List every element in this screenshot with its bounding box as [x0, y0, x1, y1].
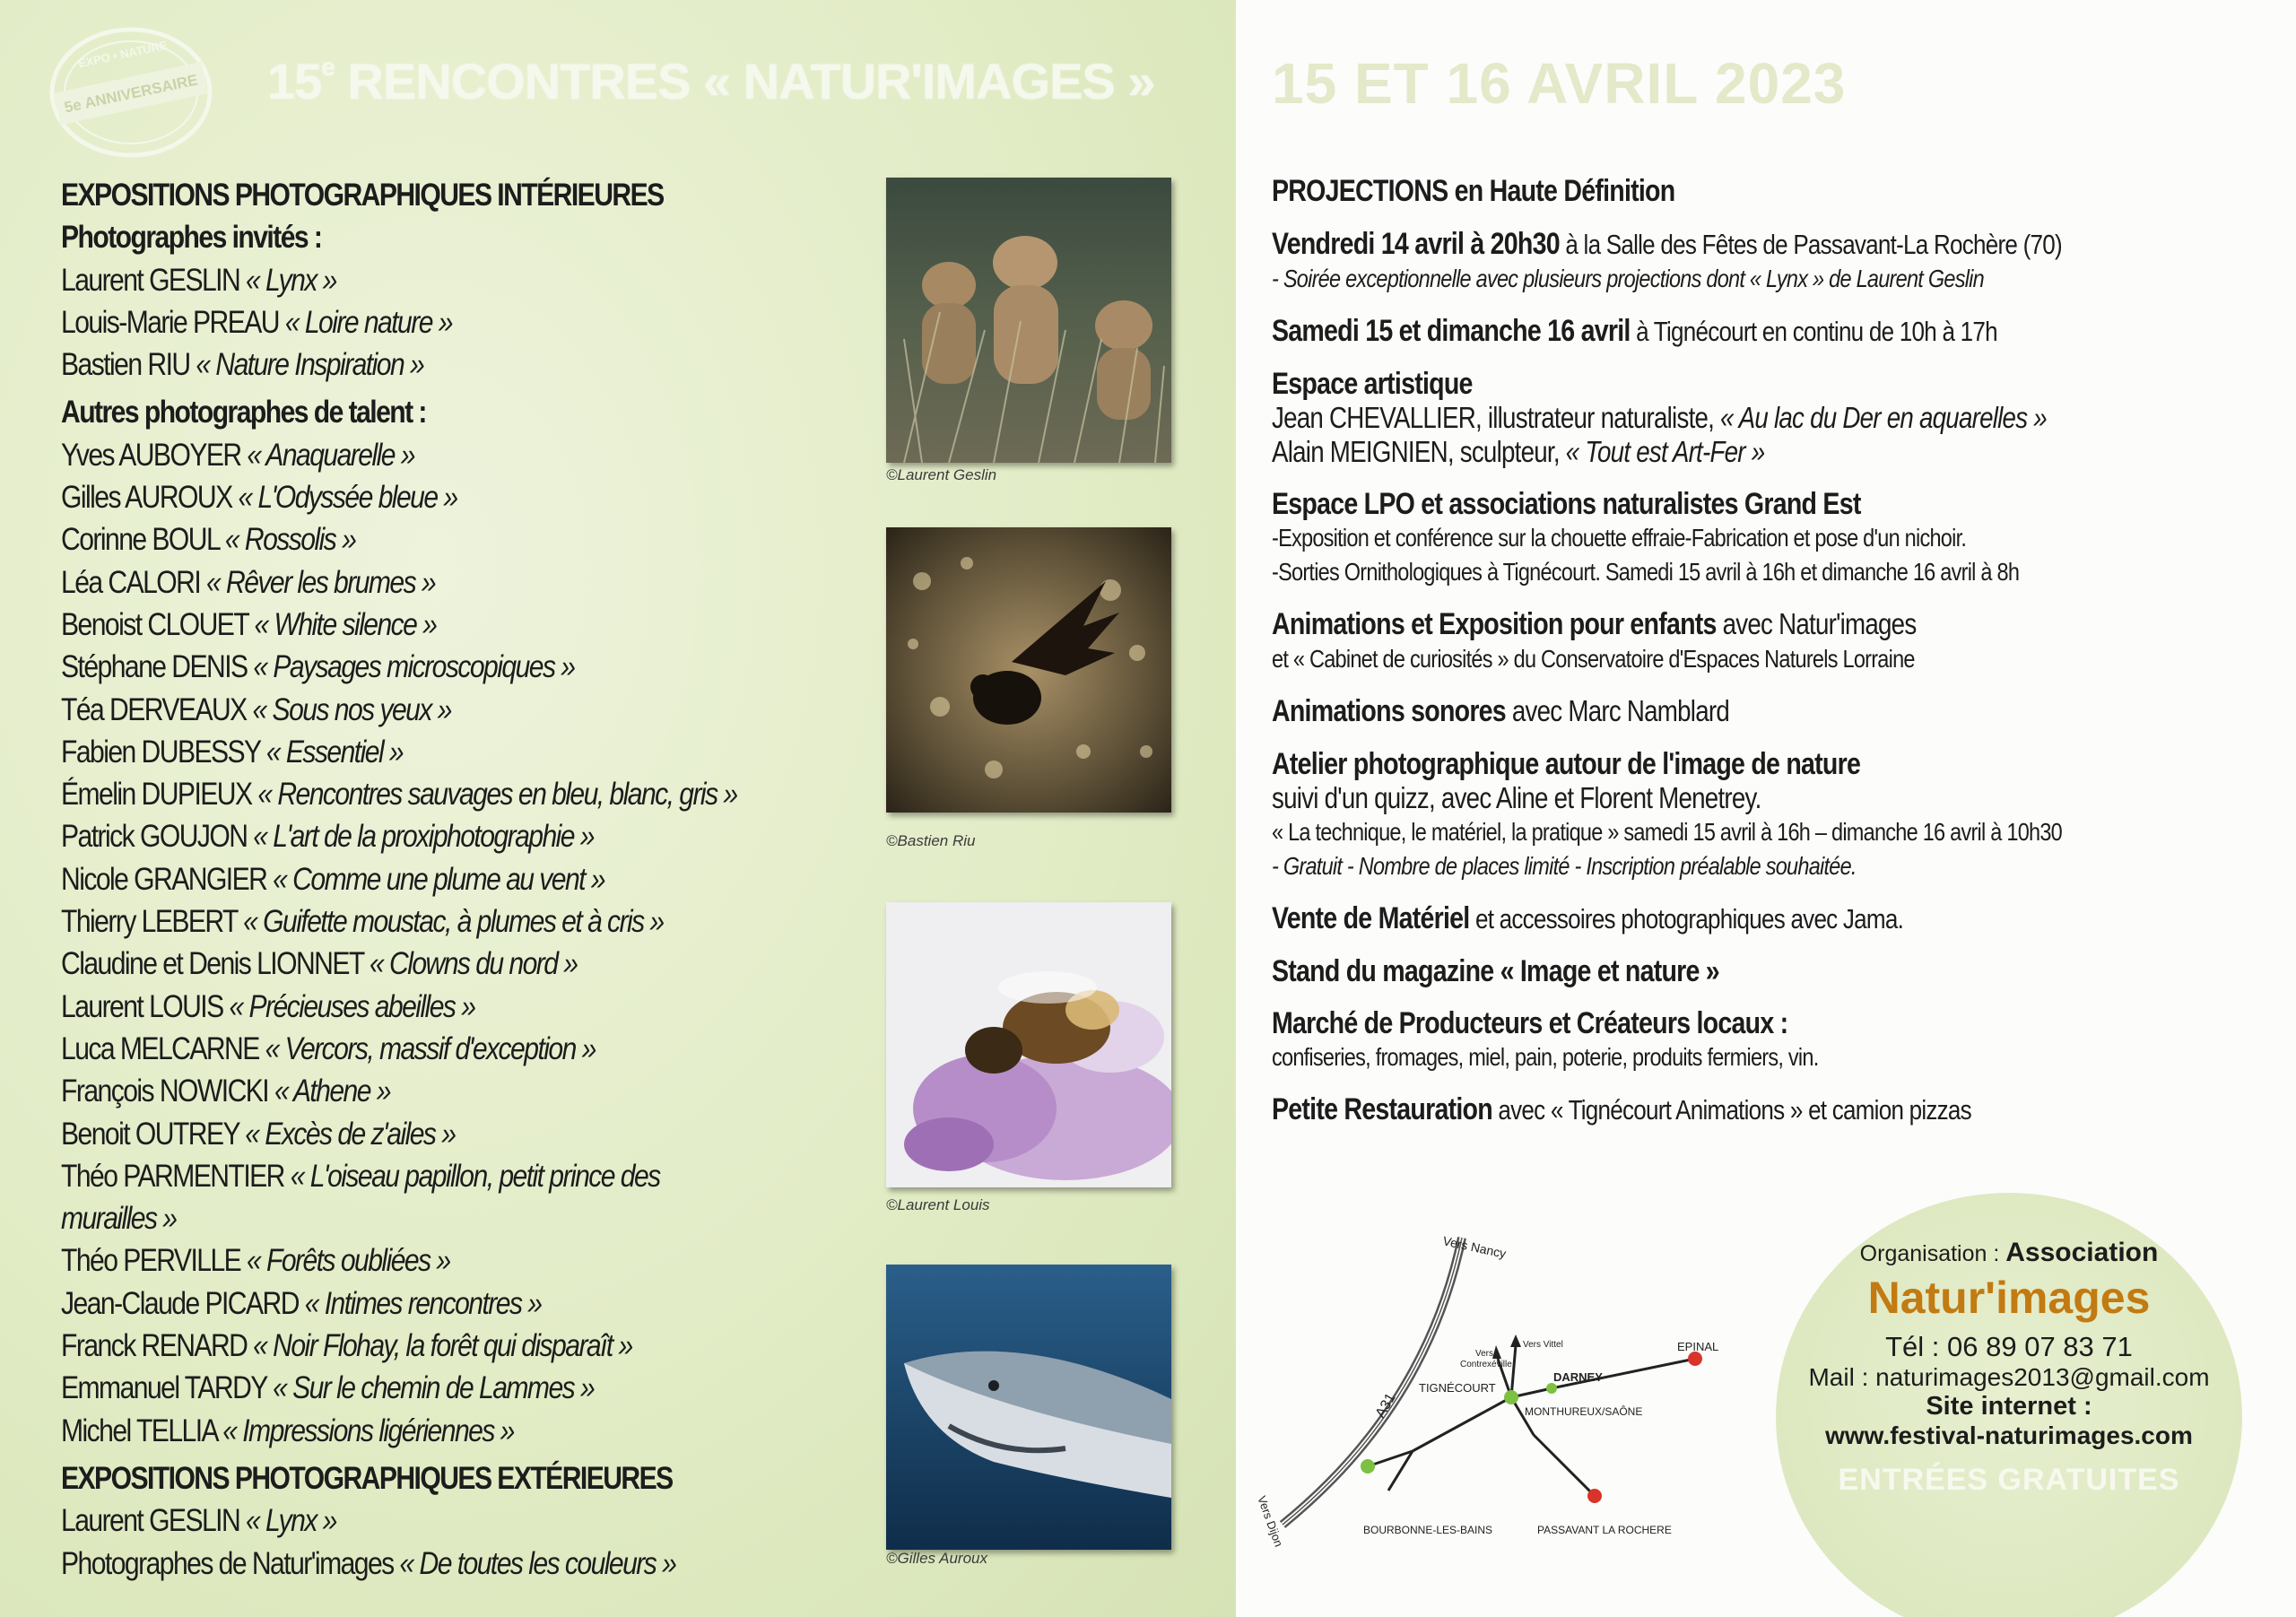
guests-heading: Photographes invités :: [61, 220, 322, 256]
photographer-entry: [61, 815, 755, 857]
guests-list: [61, 259, 755, 387]
photographer-entry: [61, 434, 755, 476]
bee-photo: [886, 902, 1171, 1187]
others-heading: Autres photographes de talent :: [61, 395, 426, 430]
exhibition-title: « Noir Flohay, la forêt qui disparaît »: [253, 1328, 632, 1364]
organisation-website: www.festival-naturimages.com: [1825, 1421, 2193, 1449]
photographer-entry: [61, 1543, 755, 1585]
map-label: TIGNÉCOURT: [1419, 1381, 1496, 1395]
photo-credit: ©Gilles Auroux: [886, 1550, 987, 1567]
exhibition-title: « Sur le chemin de Lammes »: [273, 1370, 595, 1406]
photographer-name: François NOWICKI: [61, 1074, 269, 1109]
photographer-entry: [61, 1155, 755, 1240]
photographer-name: Michel TELLIA: [61, 1413, 217, 1448]
photographer-name: Laurent GESLIN: [61, 262, 240, 298]
photographer-entry: [61, 343, 755, 386]
map-label: Vers Dijon: [1255, 1493, 1286, 1549]
market-section: Marché de Producteurs et Créateurs locaux : confiseries, fromages, miel, pain, poterie, produits fermiers, vin.: [1272, 1006, 1819, 1071]
friday-section: Vendredi 14 avril à 20h30 à la Salle des Fêtes de Passavant-La Rochère (70) - Soirée exceptionnelle avec plusieurs projections dont « Lynx » de Laurent Geslin: [1272, 227, 2062, 292]
others-list: [61, 434, 755, 1452]
exterior-heading: EXPOSITIONS PHOTOGRAPHIQUES EXTÉRIEURES: [61, 1460, 673, 1496]
photographer-entry: [61, 1367, 755, 1409]
event-date: 15 ET 16 AVRIL 2023: [1272, 51, 1847, 116]
photographer-name: Corinne BOUL: [61, 522, 220, 558]
exhibition-title: « L'oiseau papillon, petit prince des murailles »: [61, 1158, 660, 1237]
map-label: Vers: [1475, 1349, 1494, 1359]
sale-section: Vente de Matériel et accessoires photographiques avec Jama.: [1272, 901, 1904, 935]
exhibition-title: « Nature Inspiration »: [196, 347, 424, 383]
event-title: 15e RENCONTRES « NATUR'IMAGES »: [267, 53, 1155, 109]
lynx-photo: [886, 178, 1171, 463]
exhibition-title: « Intimes rencontres »: [304, 1285, 542, 1321]
kids-section: Animations et Exposition pour enfants avec Natur'images et « Cabinet de curiosités » du Conservatoire d'Espaces Naturels Lorraine: [1272, 607, 1917, 673]
shark-photo: [886, 1265, 1171, 1550]
photographer-entry: [61, 689, 755, 731]
photographer-name: Luca MELCARNE: [61, 1030, 259, 1066]
photographer-entry: [61, 1500, 755, 1542]
program: [1272, 174, 2161, 1145]
photographer-name: Gilles AUROUX: [61, 480, 232, 516]
seal-top-text: EXPO • NATURE: [76, 38, 169, 71]
photographer-entry: [61, 858, 755, 900]
exhibition-title: « Athene »: [274, 1074, 390, 1109]
photographer-name: Louis-Marie PREAU: [61, 304, 280, 340]
map-label: Vers Nancy: [1441, 1233, 1508, 1261]
photographer-entry: [61, 561, 755, 604]
map-label: PASSAVANT LA ROCHERE: [1537, 1524, 1672, 1536]
map-label: MONTHUREUX/SAÔNE: [1525, 1405, 1643, 1418]
photographer-name: Photographes de Natur'images: [61, 1545, 394, 1581]
photographer-name: Claudine et Denis LIONNET: [61, 946, 364, 982]
map-label: Contrexéville: [1460, 1360, 1512, 1369]
photographer-name: Yves AUBOYER: [61, 437, 241, 473]
exhibition-title: « Rencontres sauvages en bleu, blanc, gris »: [257, 777, 737, 813]
photographer-name: Benoist CLOUET: [61, 606, 248, 642]
organisation-info: Organisation : Association Natur'images Tél : 06 89 07 83 71 Mail : naturimages2013@gmail.com Site internet : www.festival-naturimages.com ENTRÉES GRATUITES: [1776, 1238, 2242, 1498]
photographer-name: Nicole GRANGIER: [61, 861, 267, 897]
photographer-name: Emmanuel TARDY: [61, 1370, 267, 1406]
photographer-entry: [61, 1028, 755, 1070]
map-label: A31: [1372, 1390, 1399, 1421]
exhibition-title: « Paysages microscopiques »: [253, 649, 575, 685]
photographer-entry: [61, 943, 755, 985]
sound-section: Animations sonores avec Marc Namblard: [1272, 694, 1729, 728]
photographer-name: Téa DERVEAUX: [61, 691, 247, 727]
exhibition-title: « Vercors, massif d'exception »: [265, 1030, 596, 1066]
photographer-name: Léa CALORI: [61, 564, 201, 600]
exhibition-title: « Clowns du nord »: [370, 946, 578, 982]
exhibition-title: « White silence »: [254, 606, 437, 642]
photographer-name: Bastien RIU: [61, 347, 190, 383]
workshop-section: Atelier photographique autour de l'image de nature suivi d'un quizz, avec Aline et Florent Menetrey. « La technique, le matériel, la pratique » samedi 15 avril à 16h – dimanche 16 avril à 10h30 - Gratuit - Nombre de places limité - Inscription préalable souhaitée.: [1272, 747, 2062, 880]
exhibition-title: « Excès de z'ailes »: [245, 1116, 456, 1152]
photographer-entry: [61, 986, 755, 1028]
exterior-list: [61, 1500, 755, 1585]
map-label: BOURBONNE-LES-BAINS: [1363, 1524, 1493, 1536]
photo-credit: ©Laurent Louis: [886, 1196, 990, 1213]
photographer-entry: [61, 646, 755, 688]
free-entry: ENTRÉES GRATUITES: [1838, 1463, 2180, 1497]
magazine-section: Stand du magazine « Image et nature »: [1272, 954, 1719, 988]
photographer-entry: [61, 1113, 755, 1155]
exhibition-title: « L'art de la proxiphotographie »: [253, 819, 594, 855]
exhibition-title: « L'Odyssée bleue »: [238, 480, 457, 516]
seal-text: 5e ANNIVERSAIRE: [63, 71, 200, 117]
photographer-name: Thierry LEBERT: [61, 904, 238, 940]
photographer-name: Laurent LOUIS: [61, 988, 223, 1024]
exhibition-title: « De toutes les couleurs »: [399, 1545, 676, 1581]
organisation-email: Mail : naturimages2013@gmail.com: [1808, 1363, 2210, 1391]
exhibition-title: « Anaquarelle »: [247, 437, 414, 473]
exhibition-title: « Essentiel »: [265, 734, 404, 769]
exhibition-title: « Sous nos yeux »: [252, 691, 451, 727]
photographer-entry: [61, 731, 755, 773]
map-label: Vers Vittel: [1523, 1340, 1563, 1350]
photographer-name: Émelin DUPIEUX: [61, 777, 252, 813]
photographer-name: Jean-Claude PICARD: [61, 1285, 299, 1321]
photographer-entry: [61, 1239, 755, 1282]
interior-heading: EXPOSITIONS PHOTOGRAPHIQUES INTÉRIEURES: [61, 178, 664, 213]
access-map: [1247, 1229, 1749, 1587]
exhibition-title: « Forêts oubliées »: [247, 1243, 450, 1279]
photographer-name: Patrick GOUJON: [61, 819, 248, 855]
map-label: DARNEY: [1553, 1370, 1603, 1384]
lpo-section: Espace LPO et associations naturalistes Grand Est -Exposition et conférence sur la chouette effraie-Fabrication et pose d'un nichoir. -Sorties Ornithologiques à Tignécourt. Samedi 15 avril à 16h et dimanche 16 avril à 8h: [1272, 487, 2020, 586]
photographer-entry: [61, 900, 755, 943]
exhibition-title: « Précieuses abeilles »: [229, 988, 475, 1024]
photo-credit: ©Bastien Riu: [886, 832, 976, 849]
photographer-entry: [61, 518, 755, 561]
exhibitions-list: [61, 174, 755, 1585]
exhibition-title: « Loire nature »: [284, 304, 452, 340]
photographer-entry: [61, 1325, 755, 1367]
projections-section: PROJECTIONS en Haute Définition: [1272, 174, 1675, 208]
anniversary-seal-logo: [47, 25, 215, 160]
weekend-section: Samedi 15 et dimanche 16 avril à Tignécourt en continu de 10h à 17h: [1272, 314, 1997, 348]
photographer-entry: [61, 1410, 755, 1452]
art-section: Espace artistique Jean CHEVALLIER, illustrateur naturaliste, « Au lac du Der en aquarelles » Alain MEIGNIEN, sculpteur, « Tout est Art-Fer »: [1272, 367, 2047, 468]
photographer-name: Laurent GESLIN: [61, 1503, 240, 1539]
exhibition-title: « Lynx »: [246, 262, 336, 298]
photo-credit: ©Laurent Geslin: [886, 466, 997, 483]
organisation-name: Natur'images: [1867, 1273, 2151, 1323]
photographer-entry: [61, 773, 755, 815]
bird-photo: [886, 527, 1171, 813]
photographer-entry: [61, 476, 755, 518]
photographer-name: Fabien DUBESSY: [61, 734, 261, 769]
photographer-name: Théo PARMENTIER: [61, 1158, 284, 1194]
food-section: Petite Restauration avec « Tignécourt Animations » et camion pizzas: [1272, 1092, 1971, 1126]
exhibition-title: « Guifette moustac, à plumes et à cris »: [243, 904, 664, 940]
photographer-name: Stéphane DENIS: [61, 649, 248, 685]
map-label: EPINAL: [1677, 1340, 1719, 1353]
photographer-name: Franck RENARD: [61, 1328, 248, 1364]
photographer-entry: [61, 301, 755, 343]
exhibition-title: « Comme une plume au vent »: [273, 861, 604, 897]
photographer-entry: [61, 1282, 755, 1325]
exhibition-title: « Lynx »: [246, 1503, 336, 1539]
photographer-entry: [61, 604, 755, 646]
photographer-entry: [61, 259, 755, 301]
photographer-name: Benoit OUTREY: [61, 1116, 239, 1152]
exhibition-title: « Rossolis »: [224, 522, 356, 558]
photographer-name: Théo PERVILLE: [61, 1243, 241, 1279]
organisation-phone: Tél : 06 89 07 83 71: [1885, 1331, 2133, 1362]
exhibition-title: « Impressions ligériennes »: [222, 1413, 514, 1448]
exhibition-title: « Rêver les brumes »: [206, 564, 436, 600]
photographer-entry: [61, 1070, 755, 1112]
